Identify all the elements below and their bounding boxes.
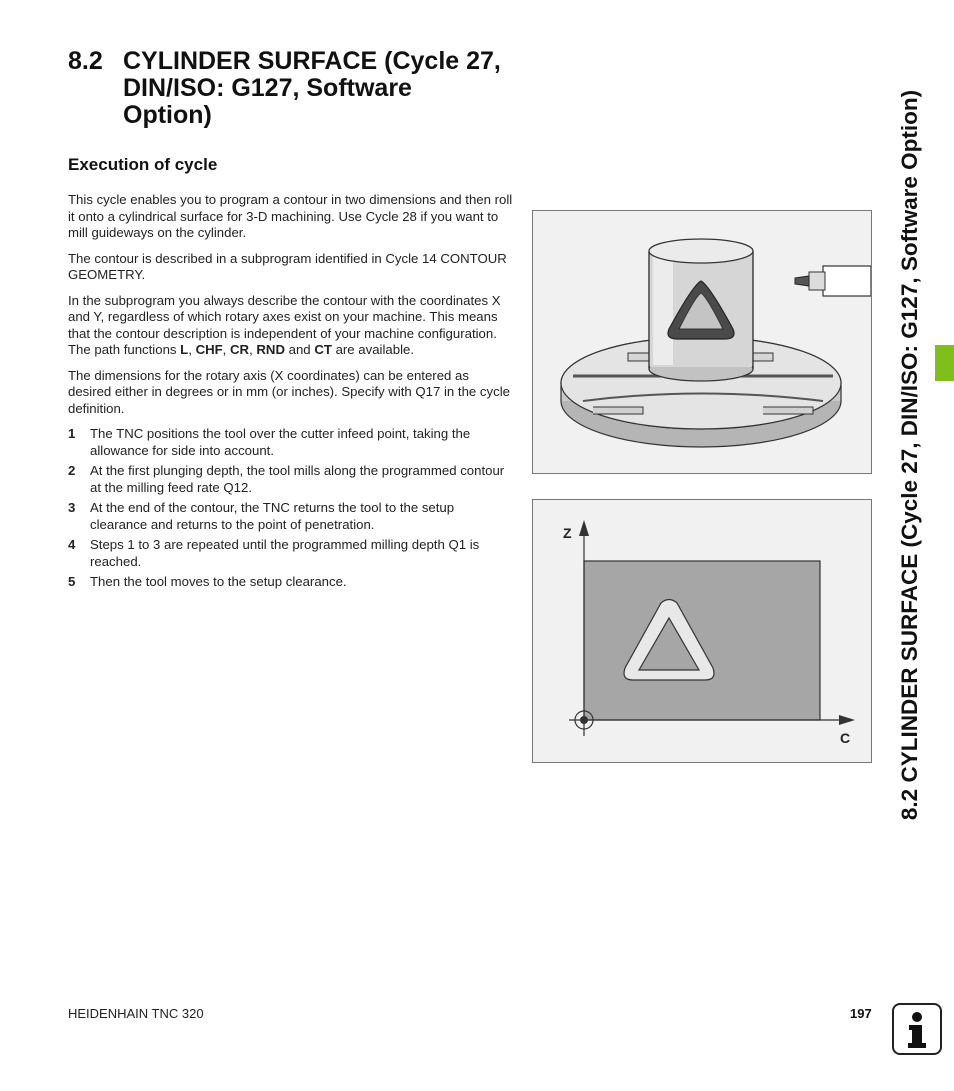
list-item [68,426,513,459]
step-number: 3 [68,500,76,515]
step-text: At the end of the contour, the TNC returns the tool to the setup clearance and returns to the point of penetration. [90,500,455,532]
footer-manual-name: HEIDENHAIN TNC 320 [68,1006,204,1021]
paragraph-2: The contour is described in a subprogram identified in Cycle 14 CONTOUR GEOMETRY. [68,250,507,282]
axis-label-c: C [840,730,851,746]
step-list [68,426,513,591]
developed-surface [584,561,820,720]
side-title-text: 8.2 CYLINDER SURFACE (Cycle 27, DIN/ISO: G127, Software Option) [897,89,922,821]
section-title-line3: Option) [123,101,212,129]
conjunction: and [284,342,315,357]
list-item [68,574,513,591]
step-number: 2 [68,463,76,478]
contour-drawing [533,500,871,762]
section-title [123,48,523,129]
side-title [880,40,940,870]
path-function-CHF: CHF [195,342,223,357]
paragraph-1: This cycle enables you to program a contour in two dimensions and then roll it onto a cylindrical surface for 3-D machining. Use Cycle 28 if you want to mill guideways on the cylinder. [68,192,513,240]
cylinder-illustration [532,210,872,474]
list-item [68,500,513,533]
path-function-CR: CR [230,342,250,357]
paragraph-3 [68,293,513,359]
cylinder-drawing [533,211,871,473]
axis-label-z: Z [563,525,572,541]
step-number: 4 [68,537,76,552]
page-number: 197 [850,1006,872,1021]
list-item [68,463,513,496]
paragraph-3-text: In the subprogram you always describe the contour with the coordinates X and Y, regardless of which rotary axes exist on your machine. This means that the contour description is independent of your machine configuration. The path functions [68,292,501,357]
section-title-line1: CYLINDER SURFACE (Cycle 27, [123,47,501,75]
step-text: The TNC positions the tool over the cutter infeed point, taking the allowance for side into account. [90,426,471,458]
step-text: Then the tool moves to the setup clearance. [90,574,347,589]
subheading: Execution of cycle [68,155,218,174]
paragraph-3-end: are available. [331,342,415,357]
section-title-line2: DIN/ISO: G127, Software [123,74,412,102]
step-text: At the first plunging depth, the tool mills along the programmed contour at the milling feed rate Q12. [90,463,505,495]
chapter-tab [935,345,954,381]
separator: , [222,342,230,357]
path-function-RND: RND [256,342,285,357]
paragraph-4: The dimensions for the rotary axis (X coordinates) can be entered as desired either in degrees or in mm (or inches). Specify with Q17 in the cycle definition. [68,367,510,416]
step-text: Steps 1 to 3 are repeated until the programmed milling depth Q1 is reached. [90,537,480,569]
contour-illustration [532,499,872,763]
path-function-CT: CT [314,342,332,357]
section-number: 8.2 [68,47,103,75]
body-text [68,192,513,595]
separator: , [249,342,257,357]
step-number: 5 [68,574,76,589]
step-number: 1 [68,426,76,441]
path-function-L: L [180,342,189,357]
list-item [68,537,513,570]
info-icon [892,1003,942,1055]
separator: , [188,342,196,357]
